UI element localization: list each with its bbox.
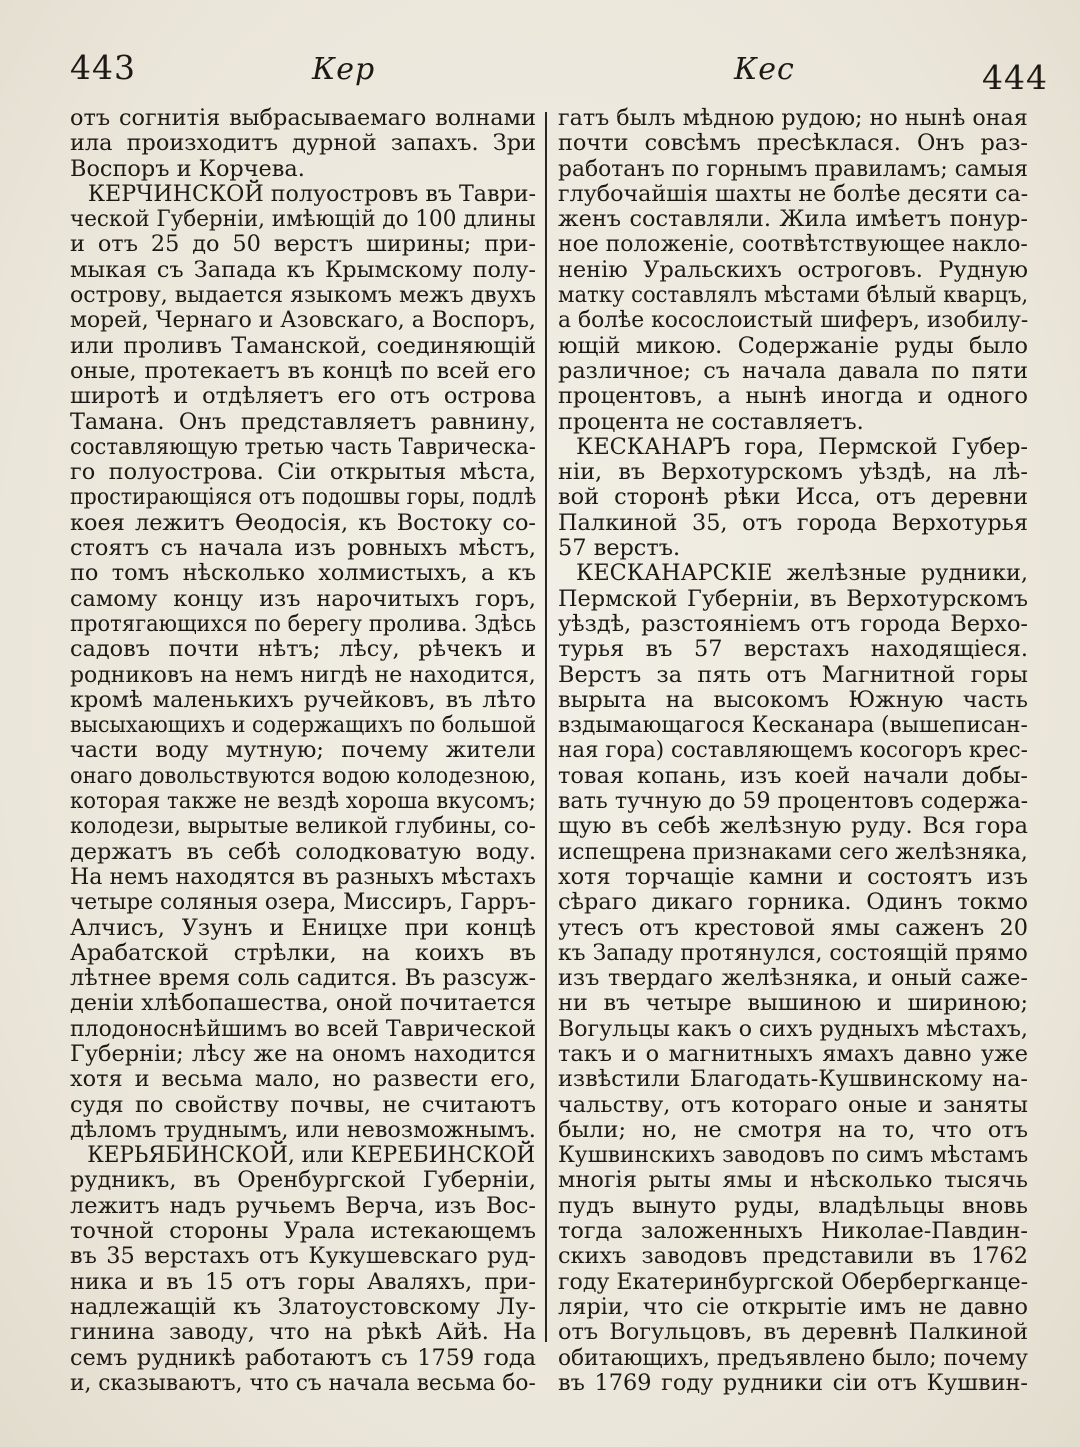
text-line: почти совсѣмъ пресѣклася. Онъ раз- xyxy=(558,130,1028,157)
text-line: ющій микою. Содержаніе руды было xyxy=(558,332,1028,359)
text-line: коея лежитъ Ѳеодосія, къ Востоку со- xyxy=(70,509,536,536)
text-line: женъ составляли. Жила имѣетъ понур- xyxy=(558,206,1028,233)
text-line: колодези, вырытые великой глубины, со- xyxy=(70,813,536,840)
text-line: въ 1769 году рудники сіи отъ Кушвин- xyxy=(558,1369,1028,1396)
text-line: КЕСКАНАРСКІЕ желѣзные рудники, xyxy=(576,560,1028,587)
text-line: вой сторонѣ рѣки Исса, отъ деревни xyxy=(558,484,1028,511)
text-line: гатъ былъ мѣдною рудою; но нынѣ оная xyxy=(558,105,1028,131)
text-line: ное положеніе, соотвѣтствующее накло- xyxy=(558,231,1028,258)
text-line: Воспоръ и Корчева. xyxy=(70,155,305,182)
text-line: Палкиной 35, отъ города Верхотурья xyxy=(558,509,1028,536)
text-line: оные, протекаетъ въ концѣ по всей его xyxy=(70,357,536,384)
text-line: го полуострова. Сіи открытыя мѣста, xyxy=(70,459,536,486)
text-line: и, сказываютъ, что съ начала весьма бо- xyxy=(70,1369,536,1396)
text-line: судя по свойству почвы, не считаютъ xyxy=(70,1091,536,1118)
text-line: и отъ 25 до 50 верстъ ширины; при- xyxy=(70,231,536,258)
text-line: мыкая съ Запада къ Крымскому полу- xyxy=(70,256,536,283)
text-line: пудъ вынуто руды, владѣльцы вновь xyxy=(558,1192,1028,1219)
text-line: гинина заводу, что на рѣкѣ Айѣ. На xyxy=(70,1319,536,1346)
text-line: лѣтнее время соль садится. Въ разсуж- xyxy=(70,965,537,992)
text-line: острову, выдается языкомъ межъ двухъ xyxy=(70,282,537,309)
text-line: вздымающагося Кесканара (вышеписан- xyxy=(558,712,1028,739)
text-line: ненію Уральскихъ остроговъ. Рудную xyxy=(558,256,1028,283)
text-line: процента не составляетъ. xyxy=(558,408,864,435)
text-line: году Екатеринбургской Обербергканце- xyxy=(558,1268,1029,1295)
text-line: тогда заложенныхъ Николае-Павдин- xyxy=(558,1218,1028,1245)
text-line: испещрена признаками сего желѣзняка, xyxy=(558,838,1028,865)
text-line: щую въ себѣ желѣзную руду. Вся гора xyxy=(558,813,1028,840)
text-line: скихъ заводовъ представили въ 1762 xyxy=(558,1243,1028,1270)
text-line: широтѣ и отдѣляетъ его отъ острова xyxy=(70,383,536,410)
text-line: семъ рудникѣ работаютъ съ 1759 года xyxy=(70,1344,536,1371)
text-line: хотя и весьма мало, но развести его, xyxy=(70,1066,536,1093)
text-line: Кушвинскихъ заводовъ по симъ мѣстамъ xyxy=(558,1142,1029,1169)
left-page-number: 443 xyxy=(70,48,136,87)
right-text-column xyxy=(558,106,1028,1396)
text-line: матку составлялъ мѣстами бѣлый кварцъ, xyxy=(558,282,1029,309)
text-line: плодоноснѣйшимъ во всей Таврической xyxy=(70,1015,536,1042)
text-line: по томъ нѣсколько холмистыхъ, а къ xyxy=(70,560,536,587)
text-line: ная гора) составляющемъ косогоръ крес- xyxy=(558,737,1028,764)
text-line: простирающіяся отъ подошвы горы, подлѣ xyxy=(70,484,537,511)
text-line: Пермской Губерніи, въ Верхотурскомъ xyxy=(558,585,1028,612)
text-line: протягающихся по берегу пролива. Здѣсь xyxy=(70,610,537,637)
text-line: ни въ четыре вышиною и шириною; xyxy=(558,990,1028,1017)
text-line: которая также не вездѣ хороша вкусомъ; xyxy=(70,788,536,815)
text-line: стоятъ съ начала изъ ровныхъ мѣстъ, xyxy=(70,535,536,562)
text-line: глубочайшія шахты не болѣе десяти са- xyxy=(558,180,1029,207)
text-line: работанъ по горнымъ правиламъ; самыя xyxy=(558,155,1029,182)
text-line: изъ твердаго желѣзняка, и оный саже- xyxy=(558,965,1028,992)
text-line: лежитъ надъ ручьемъ Верча, изъ Вос- xyxy=(70,1192,536,1219)
text-line: ила произходитъ дурной запахъ. Зри xyxy=(70,130,536,157)
text-line: товая копань, изъ коей начали добы- xyxy=(558,762,1028,789)
text-line: садовъ почти нѣтъ; лѣсу, рѣчекъ и xyxy=(70,636,536,663)
text-line: надлежащій къ Златоустовскому Лу- xyxy=(70,1293,536,1320)
text-line: онаго довольствуются водою колодезною, xyxy=(70,762,537,789)
text-line: отъ согнитія выбрасываемаго волнами xyxy=(70,105,536,131)
text-line: держатъ въ себѣ солодковатую воду. xyxy=(70,838,536,865)
left-text-column xyxy=(70,106,536,1396)
text-line: чальству, отъ котораго оные и заняты xyxy=(558,1091,1028,1118)
right-running-head: Кес xyxy=(734,52,795,87)
text-line: родниковъ на немъ нигдѣ не находится, xyxy=(70,661,536,688)
text-line: отъ Вогульцовъ, въ деревнѣ Палкиной xyxy=(558,1319,1028,1346)
text-line: къ Западу протянулся, состоящій прямо xyxy=(558,939,1028,966)
text-line: ляріи, что сіе открытіе имъ не давно xyxy=(558,1293,1028,1320)
text-line: ника и въ 15 отъ горы Аваляхъ, при- xyxy=(70,1268,536,1295)
text-line: точной стороны Урала истекающемъ xyxy=(70,1218,536,1245)
text-line: 57 верстъ. xyxy=(558,535,681,562)
text-line: кромѣ маленькихъ ручейковъ, въ лѣто xyxy=(70,686,536,713)
text-line: КЕСКАНАРЪ гора, Пермской Губер- xyxy=(576,433,1028,460)
text-line: въ 35 верстахъ отъ Кукушевскаго руд- xyxy=(70,1243,536,1270)
text-line: ческой Губерніи, имѣющій до 100 длины xyxy=(70,206,536,233)
text-line: Верстъ за пять отъ Магнитной горы xyxy=(558,661,1028,688)
text-line: Губерніи; лѣсу же на ономъ находится xyxy=(70,1040,536,1067)
text-line: высыхающихъ и содержащихъ по большой xyxy=(70,712,537,739)
text-line: процентовъ, а нынѣ иногда и одного xyxy=(558,383,1028,410)
text-line: рудникъ, въ Оренбургской Губерніи, xyxy=(70,1167,536,1194)
column-divider xyxy=(545,112,547,1342)
text-line: были; но, не смотря на то, что отъ xyxy=(558,1116,1028,1143)
text-line: вать тучную до 59 процентовъ содержа- xyxy=(558,788,1029,815)
text-line: Арабатской стрѣлки, на коихъ въ xyxy=(70,939,536,966)
text-line: Тамана. Онъ представляетъ равнину, xyxy=(70,408,536,435)
text-line: сѣраго дикаго горника. Одинъ токмо xyxy=(558,889,1028,916)
text-line: такъ и о магнитныхъ ямахъ давно уже xyxy=(558,1040,1028,1067)
text-line: хотя торчащіе камни и состоятъ изъ xyxy=(558,863,1028,890)
text-line: уѣздѣ, разстояніемъ отъ города Верхо- xyxy=(558,610,1028,637)
text-line: различное; съ начала давала по пяти xyxy=(558,357,1028,384)
text-line: утесъ отъ крестовой ямы саженъ 20 xyxy=(558,914,1028,941)
left-running-head: Кер xyxy=(312,52,376,87)
text-line: многія рыты ямы и нѣсколько тысячь xyxy=(558,1167,1028,1194)
text-line: деніи хлѣбопашества, оной почитается xyxy=(70,990,537,1017)
text-line: дѣломъ труднымъ, или невозможнымъ. xyxy=(70,1116,536,1143)
text-line: морей, Чернаго и Азовскаго, а Воспоръ, xyxy=(70,307,536,334)
text-line: На немъ находятся въ разныхъ мѣстахъ xyxy=(70,863,536,890)
text-line: ніи, въ Верхотурскомъ уѣздѣ, на лѣ- xyxy=(558,459,1028,486)
text-line: КЕРЧИНСКОЙ полуостровъ въ Таври- xyxy=(87,180,537,207)
text-line: Алчисъ, Узунъ и Еницхе при концѣ xyxy=(70,914,536,941)
text-line: самому концу изъ нарочитыхъ горъ, xyxy=(70,585,536,612)
text-line: КЕРЬЯБИНСКОЙ, или КЕРЕБИНСКОЙ xyxy=(87,1142,536,1169)
text-line: турья въ 57 верстахъ находящіеся. xyxy=(558,636,1028,663)
text-line: составляющую третью часть Таврическа- xyxy=(70,433,536,460)
text-line: обитающихъ, предъявлено было; почему xyxy=(558,1344,1028,1371)
text-line: или проливъ Таманской, соединяющій xyxy=(70,332,536,359)
text-line: части воду мутную; почему жители xyxy=(70,737,536,764)
text-line: четыре соляныя озера, Миссиръ, Гарръ- xyxy=(70,889,537,916)
text-line: вырыта на высокомъ Южную часть xyxy=(558,686,1028,713)
text-line: извѣстили Благодать-Кушвинскому на- xyxy=(558,1066,1028,1093)
right-page-number: 444 xyxy=(982,58,1048,97)
text-line: Вогульцы какъ о сихъ рудныхъ мѣстахъ, xyxy=(558,1015,1028,1042)
text-line: а болѣе косослоистый шиферъ, изобилу- xyxy=(558,307,1029,334)
